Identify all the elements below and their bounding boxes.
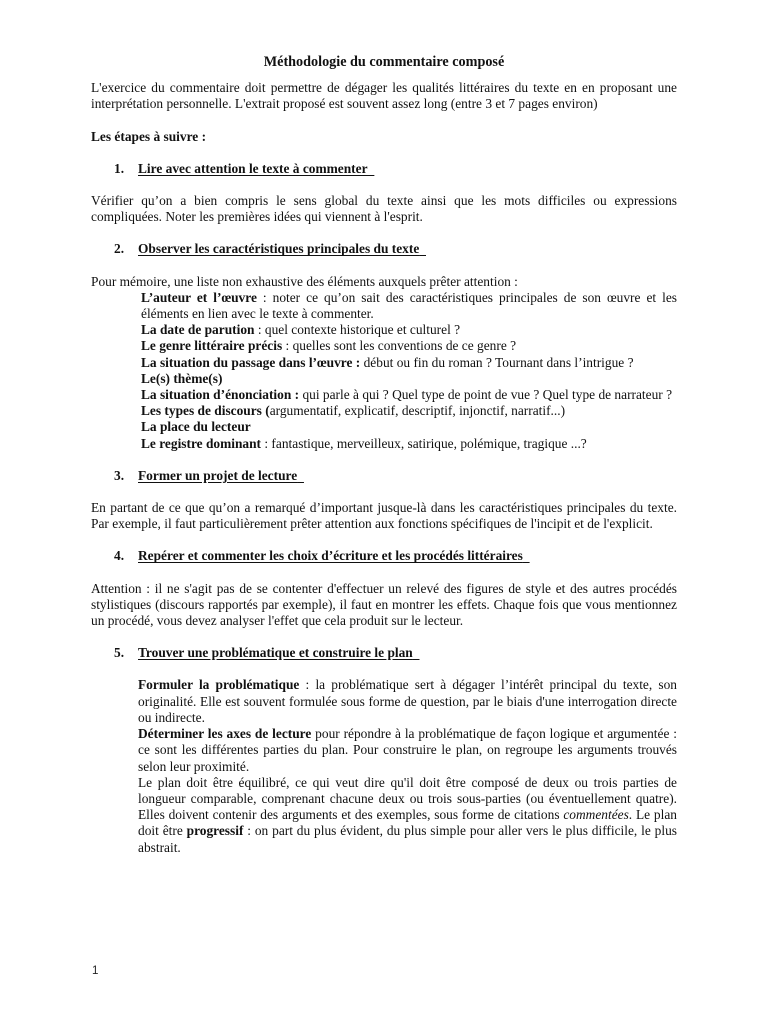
section-4-title: Repérer et commenter les choix d’écriture et les procédés littéraires [138, 548, 523, 564]
list-item: La situation d’énonciation : qui parle à qui ? Quel type de point de vue ? Quel type de narrateur ? [141, 387, 673, 403]
steps-heading: Les étapes à suivre : [91, 128, 207, 144]
section-5-title: Trouver une problématique et construire le plan [138, 645, 413, 661]
list-item: Les types de discours (argumentatif, explicatif, descriptif, injonctif, narratif...) [141, 403, 566, 419]
characteristics-list [91, 290, 677, 452]
problematique-paragraph: Formuler la problématique : la problématique sert à dégager l’intérêt principal du texte, son originalité. Elle est souvent formulée sous forme de question, par le biais d'une interrogation directe ou indirecte. [138, 677, 677, 725]
section-2-title: Observer les caractéristiques principales du texte [138, 241, 420, 257]
section-1-body: Vérifier qu’on a bien compris le sens global du texte ainsi que les mots difficiles ou expressions compliquées. Noter les premières idées qui viennent à l'esprit. [91, 193, 677, 225]
document-title: Méthodologie du commentaire composé [263, 54, 505, 70]
section-1-number: 1. [114, 160, 125, 176]
section-3-heading [91, 468, 677, 484]
list-item: L’auteur et l’œuvre : noter ce qu’on sait des caractéristiques principales de son œuvre et les éléments en lien avec le texte à commenter. [141, 289, 677, 322]
section-1-title: Lire avec attention le texte à commenter [138, 160, 368, 176]
list-item: Le registre dominant : fantastique, merveilleux, satirique, polémique, tragique ...? [141, 435, 587, 451]
plan-paragraph: Le plan doit être équilibré, ce qui veut dire qu'il doit être composé de deux ou trois parties de longueur comparable, comprenant chacune deux ou trois sous-parties (ou éventuellement quatre). Elles doivent contenir des arguments et des exemples, sous forme de citations commentées. Le plan doit être progressif : on part du plus évident, du plus simple pour aller vers le plus difficile, le plus abstrait. [138, 774, 677, 855]
section-1-heading [91, 161, 677, 177]
section-2-intro: Pour mémoire, une liste non exhaustive des éléments auxquels prêter attention : [91, 273, 518, 289]
section-5-body [91, 677, 677, 855]
section-4-number: 4. [114, 548, 125, 564]
list-item: La place du lecteur [141, 419, 251, 435]
section-4-body: Attention : il ne s'agit pas de se contenter d'effectuer un relevé des figures de style et des autres procédés stylistiques (discours rapportés par exemple), il faut en montrer les effets. Chaque fois que vous mentionnez un procédé, vous devez analyser l'effet que cela produit sur le lecteur. [91, 580, 677, 629]
section-2-number: 2. [114, 241, 125, 257]
section-5-number: 5. [114, 645, 125, 661]
section-5-heading [91, 645, 677, 661]
list-item: La situation du passage dans l’œuvre : début ou fin du roman ? Tournant dans l’intrigue ? [141, 354, 634, 370]
list-item: La date de parution : quel contexte historique et culturel ? [141, 322, 461, 338]
section-2-heading [91, 241, 677, 257]
section-3-title: Former un projet de lecture [138, 467, 298, 483]
document-page [91, 54, 677, 856]
axes-paragraph: Déterminer les axes de lecture pour répondre à la problématique de façon logique et argumentée : ce sont les différentes parties du plan. Pour construire le plan, on regroupe les arguments trouvés selon leur proximité. [138, 726, 677, 774]
section-3-body: En partant de ce que qu’on a remarqué d’important jusque-là dans les caractéristiques principales du texte. Par exemple, il faut particulièrement prêter attention aux fonctions spécifiques de l'incipit et de l'explicit. [91, 500, 677, 532]
section-3-number: 3. [114, 467, 125, 483]
section-4-heading [91, 548, 677, 564]
intro-paragraph: L'exercice du commentaire doit permettre de dégager les qualités littéraires du texte en en proposant une interprétation personnelle. L'extrait proposé est souvent assez long (entre 3 et 7 pages environ) [91, 80, 677, 112]
list-item: Le genre littéraire précis : quelles sont les conventions de ce genre ? [141, 338, 517, 354]
page-number: 1 [92, 965, 99, 977]
list-item: Le(s) thème(s) [141, 370, 223, 386]
